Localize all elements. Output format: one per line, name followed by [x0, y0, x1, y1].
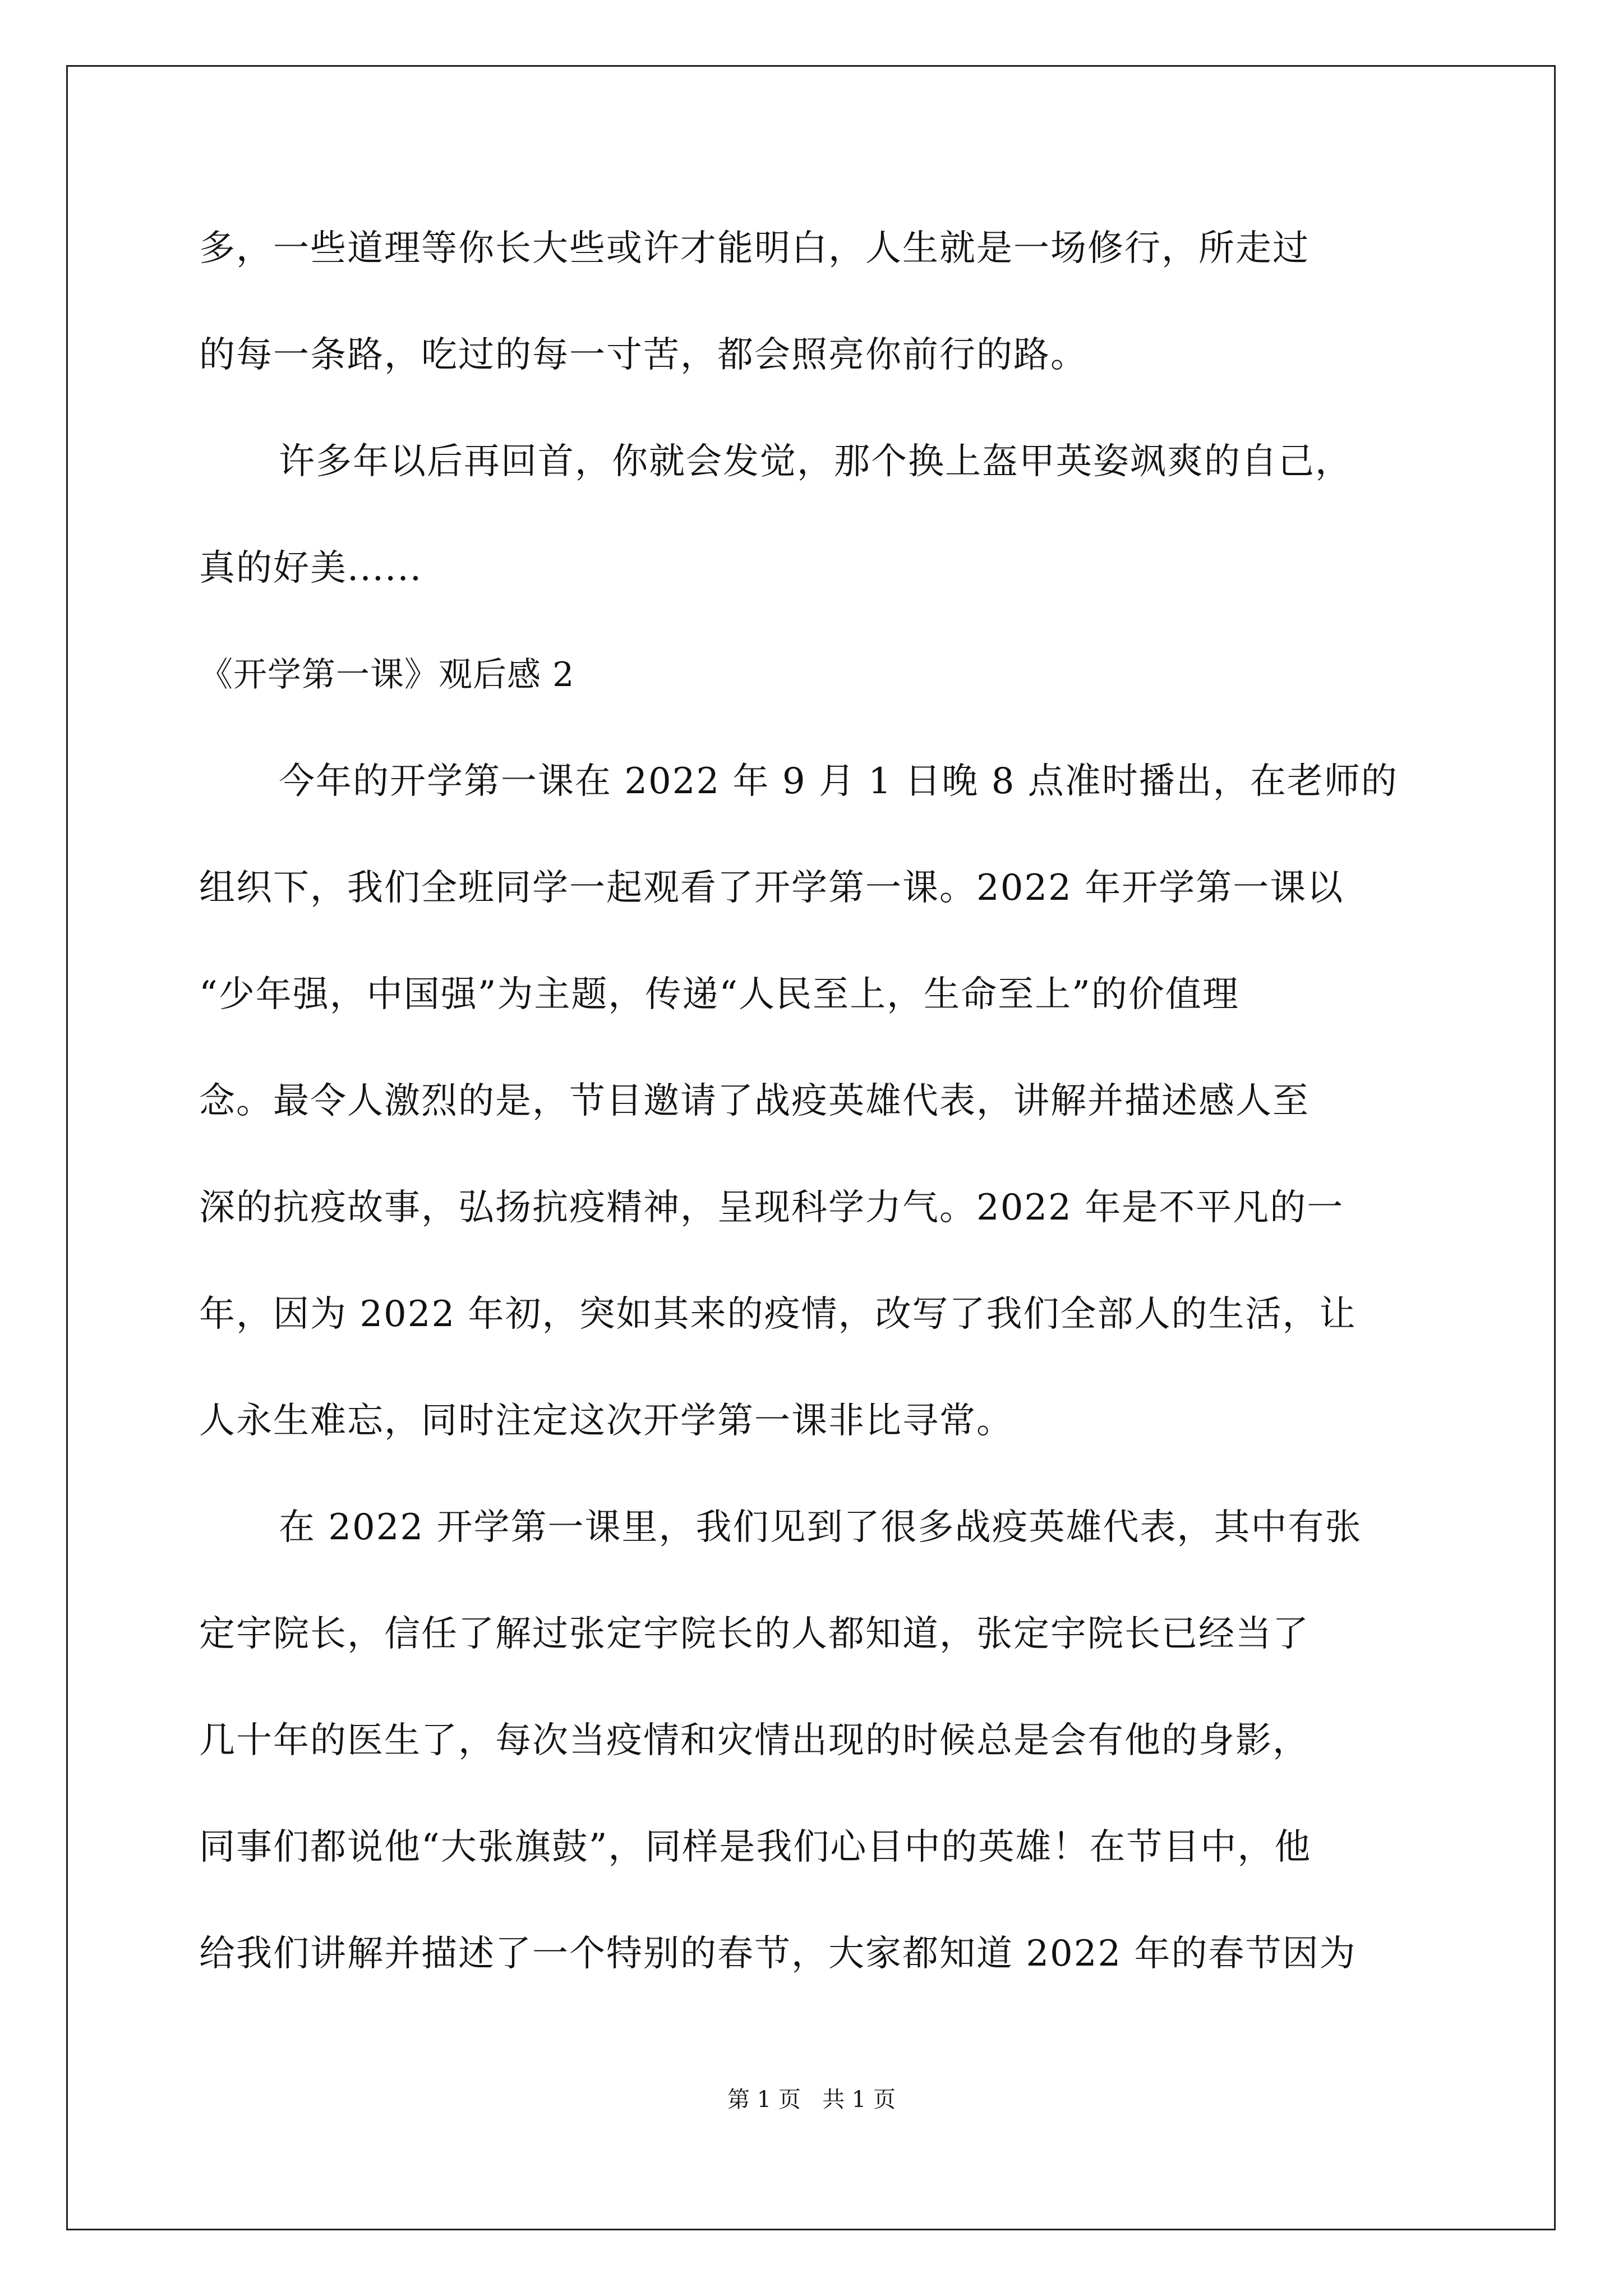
paragraph-line: 年，因为 2022 年初，突如其来的疫情，改写了我们全部人的生活，让	[199, 1294, 1357, 1335]
paragraph-line: 今年的开学第一课在 2022 年 9 月 1 日晚 8 点准时播出，在老师的	[279, 761, 1398, 802]
paragraph-line: 给我们讲解并描述了一个特别的春节，大家都知道 2022 年的春节因为	[199, 1933, 1357, 1975]
paragraph-line: 人永生难忘，同时注定这次开学第一课非比寻常。	[199, 1400, 1013, 1442]
paragraph-line: 的每一条路，吃过的每一寸苦，都会照亮你前行的路。	[199, 334, 1087, 376]
paragraph-line: 同事们都说他“大张旗鼓”，同样是我们心目中的英雄！在节目中，他	[199, 1826, 1312, 1868]
paragraph-line: 多，一些道理等你长大些或许才能明白，人生就是一场修行，所走过	[199, 228, 1310, 269]
paragraph-line: 真的好美......	[199, 547, 423, 589]
document-body	[199, 222, 1422, 1981]
paragraph-line: 在 2022 开学第一课里，我们见到了很多战疫英雄代表，其中有张	[279, 1507, 1362, 1548]
paragraph-line: 定宇院长，信任了解过张定宇院长的人都知道，张定宇院长已经当了	[199, 1613, 1310, 1655]
paragraph-line: 念。最令人激烈的是，节目邀请了战疫英雄代表，讲解并描述感人至	[199, 1080, 1310, 1122]
paragraph-line: 许多年以后再回首，你就会发觉，那个换上盔甲英姿飒爽的自己，	[279, 441, 1352, 482]
paragraph-line: 深的抗疫故事，弘扬抗疫精神，呈现科学力气。2022 年是不平凡的一	[199, 1187, 1344, 1228]
paragraph-line: 几十年的医生了，每次当疫情和灾情出现的时候总是会有他的身影，	[199, 1720, 1310, 1761]
section-heading: 《开学第一课》观后感 2	[199, 655, 575, 694]
paragraph-line: “少年强，中国强”为主题，传递“人民至上，生命至上”的价值理	[199, 974, 1239, 1015]
page-footer: 第 1 页 共 1 页	[727, 2087, 896, 2113]
paragraph-line: 组织下，我们全班同学一起观看了开学第一课。2022 年开学第一课以	[199, 867, 1344, 909]
